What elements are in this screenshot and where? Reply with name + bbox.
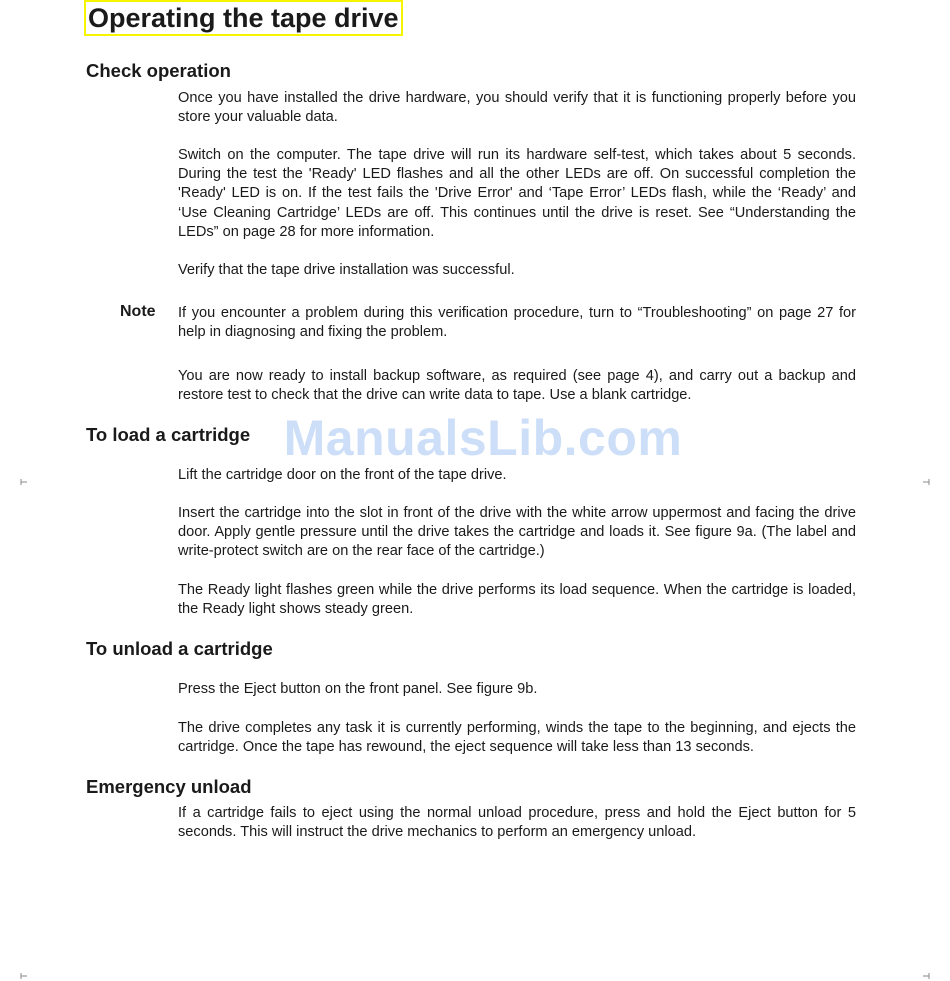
page-title: Operating the tape drive <box>84 0 403 36</box>
paragraph: Insert the cartridge into the slot in front of the drive with the white arrow uppermost and facing the drive door. Apply gentle pressure until the drive takes the cartridge and loads it. See figure 9a. (The label and write-protect switch are on the rear face of the cartridge.) <box>178 505 856 560</box>
crop-mark-icon <box>20 478 28 486</box>
paragraph: If a cartridge fails to eject using the normal unload procedure, press and hold the Eject button for 5 seconds. This will instruct the drive mechanics to perform an emergency unload. <box>178 805 856 841</box>
paragraph: Once you have installed the drive hardware, you should verify that it is functioning properly before you store your valuable data. <box>178 90 856 126</box>
paragraph: Verify that the tape drive installation was successful. <box>178 262 515 278</box>
crop-mark-icon <box>922 972 930 980</box>
watermark: ManualsLib.com <box>283 410 683 466</box>
heading-unload-cartridge: To unload a cartridge <box>86 638 273 659</box>
paragraph: Lift the cartridge door on the front of the tape drive. <box>178 467 507 483</box>
crop-mark-icon <box>922 478 930 486</box>
heading-emergency-unload: Emergency unload <box>86 776 252 797</box>
paragraph: Switch on the computer. The tape drive will run its hardware self-test, which takes about 5 seconds. During the test the 'Ready' LED flashes and all the other LEDs are off. On successful completion the 'Ready' LED is on. If the test fails the 'Drive Error' and ‘Tape Error’ LEDs flash, while the ‘Ready’ and ‘Use Cleaning Cartridge’ LEDs are off. This continues until the drive is reset. See “Understanding the LEDs” on page 28 for more information. <box>178 147 856 240</box>
note-text: If you encounter a problem during this verification procedure, turn to “Troubleshooting” on page 27 for help in diagnosing and fixing the problem. <box>178 305 856 341</box>
heading-check-operation: Check operation <box>86 60 231 81</box>
paragraph: The drive completes any task it is currently performing, winds the tape to the beginning, and ejects the cartridge. Once the tape has rewound, the eject sequence will take less than 13 seconds. <box>178 720 856 756</box>
paragraph: You are now ready to install backup software, as required (see page 4), and carry out a backup and restore test to check that the drive can write data to tape. Use a blank cartridge. <box>178 368 856 404</box>
paragraph: Press the Eject button on the front panel. See figure 9b. <box>178 681 538 697</box>
crop-mark-icon <box>20 972 28 980</box>
paragraph: The Ready light flashes green while the drive performs its load sequence. When the cartridge is loaded, the Ready light shows steady green. <box>178 582 856 618</box>
note-label: Note <box>120 303 156 320</box>
heading-load-cartridge: To load a cartridge <box>86 424 251 445</box>
